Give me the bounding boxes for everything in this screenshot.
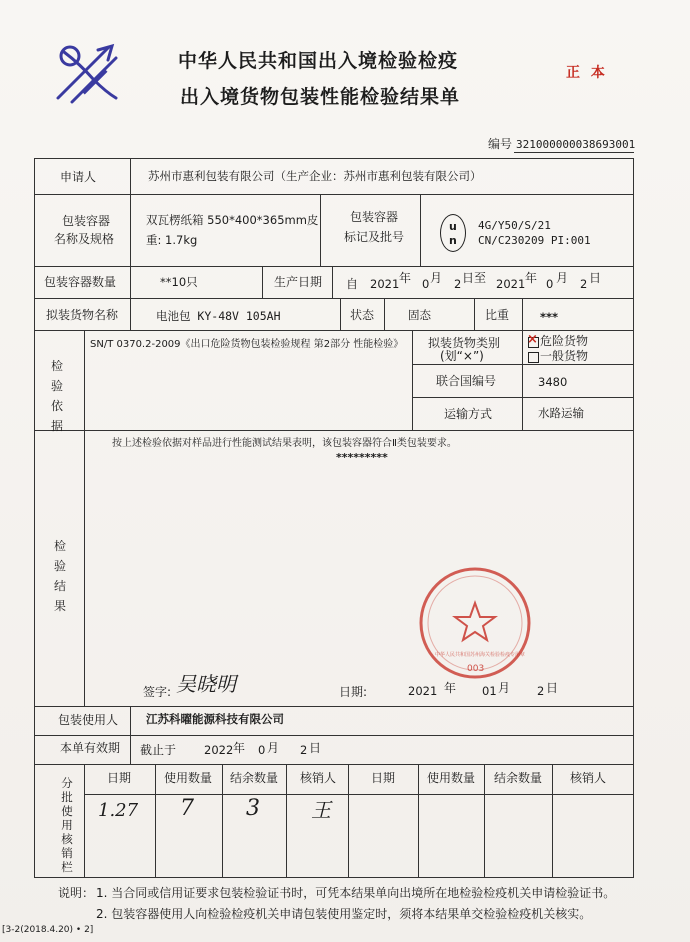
quantity-label: 包装容器数量	[44, 275, 117, 289]
title-line-1: 中华人民共和国出入境检验检疫	[178, 50, 459, 72]
quantity-value: **10只	[160, 275, 198, 289]
col-divider	[130, 158, 131, 330]
col-divider	[384, 298, 385, 330]
production-date-label: 生产日期	[274, 275, 323, 289]
serial-underline	[514, 152, 634, 153]
col-divider	[418, 764, 419, 878]
col-divider	[155, 764, 156, 878]
production-from-year: 2021	[370, 277, 400, 291]
signature-label: 签字:	[143, 685, 172, 699]
applicant-label: 申请人	[60, 170, 97, 184]
production-to-year-char: 年	[525, 271, 538, 285]
col-divider	[340, 298, 341, 330]
usage-row-remain: 3	[246, 796, 260, 821]
row-divider	[412, 397, 634, 398]
validity-year: 2022	[204, 743, 234, 757]
goods-label: 拟装货物名称	[46, 308, 119, 322]
stamp-text: 中华人民共和国苏州海关检验检疫专用章	[435, 652, 526, 658]
row-divider	[34, 764, 634, 765]
note-1: 1. 当合同或信用证要求包装检验证书时，可凭本结果单向出境所在地检验检疫机关申请检验证书。	[96, 886, 616, 900]
validity-day: 2	[300, 743, 308, 757]
usage-col-officer-1: 核销人	[300, 771, 337, 785]
category-option-dangerous: 危险货物	[540, 334, 589, 348]
note-label: 说明：	[58, 886, 95, 900]
validity-month: 0	[258, 743, 266, 757]
col-divider	[484, 764, 485, 878]
usage-col-officer-2: 核销人	[570, 771, 607, 785]
un-number-value: 3480	[538, 375, 568, 389]
production-from-year-char: 年	[399, 271, 412, 285]
usage-col-date-2: 日期	[371, 771, 396, 785]
production-from-month: 0	[422, 277, 430, 291]
un-mark-icon	[440, 214, 466, 252]
usage-col-used-1: 使用数量	[164, 771, 213, 785]
col-divider	[222, 764, 223, 878]
category-label-2: (划“×”)	[440, 349, 484, 363]
validity-day-char: 日	[309, 741, 322, 755]
container-mark-label-1: 包装容器	[350, 210, 399, 224]
result-date-year-char: 年	[444, 681, 457, 695]
production-to-day: 2	[580, 277, 588, 291]
un-mark-letter-bottom: n	[449, 234, 457, 247]
col-divider	[420, 194, 421, 266]
ciq-logo	[50, 42, 125, 104]
basis-label: 检 验 依 据	[50, 359, 63, 433]
row-divider	[34, 266, 634, 267]
result-date-label: 日期:	[339, 685, 368, 699]
col-divider	[286, 764, 287, 878]
state-label: 状态	[350, 308, 375, 322]
col-divider	[320, 194, 321, 266]
un-mark-letter-top: u	[449, 220, 457, 233]
row-divider	[412, 364, 634, 365]
gravity-label: 比重	[485, 308, 510, 322]
general-goods-checkbox[interactable]	[528, 352, 539, 363]
dangerous-goods-mark-icon: ×	[527, 332, 538, 347]
title-line-2: 出入境货物包装性能检验结果单	[180, 86, 461, 108]
production-from-day: 2	[454, 277, 462, 291]
usage-row-used: 7	[180, 796, 194, 821]
category-label-1: 拟装货物类别	[428, 336, 501, 350]
goods-value: 电池包 KY-48V 105AH	[156, 309, 281, 323]
validity-month-char: 月	[267, 741, 280, 755]
production-to-month-char: 月	[556, 271, 569, 285]
container-mark-code-1: 4G/Y50/S/21	[478, 219, 551, 232]
validity-label: 本单有效期	[60, 741, 121, 755]
row-divider	[34, 735, 634, 736]
col-divider	[84, 764, 85, 878]
serial-value: 321000000038693001	[516, 138, 636, 151]
production-to-day-char: 日	[589, 271, 602, 285]
ciq-emblem-icon	[50, 42, 125, 104]
production-to-month: 0	[546, 277, 554, 291]
transport-value: 水路运输	[538, 406, 584, 420]
production-from-month-char: 月	[430, 271, 443, 285]
col-divider	[130, 706, 131, 764]
col-divider	[84, 430, 85, 706]
category-option-general: 一般货物	[540, 349, 589, 363]
result-date-month-char: 月	[498, 681, 511, 695]
usage-col-date-1: 日期	[107, 771, 132, 785]
container-name-value-2: 重: 1.7kg	[146, 233, 198, 247]
row-divider	[34, 706, 634, 707]
container-name-label-1: 包装容器	[62, 214, 111, 228]
result-text: 按上述检验依据对样品进行性能测试结果表明，该包装容器符合Ⅱ类包装要求。	[112, 438, 457, 449]
usage-col-remain-2: 结余数量	[494, 771, 543, 785]
col-divider	[348, 764, 349, 878]
result-date-month: 01	[482, 684, 497, 698]
col-divider	[412, 330, 413, 430]
transport-label: 运输方式	[444, 407, 493, 421]
container-mark-code-2: CN/C230209 PI:001	[478, 234, 591, 247]
col-divider	[552, 764, 553, 878]
basis-standard: SN/T 0370.2-2009《出口危险货物包装检验规程 第2部分 性能检验》	[90, 339, 404, 350]
official-stamp	[417, 565, 533, 681]
usage-row-officer: 王	[311, 798, 331, 822]
package-user-value: 江苏科曜能源科技有限公司	[146, 712, 284, 726]
row-divider	[34, 298, 634, 299]
result-date-day: 2	[537, 684, 545, 698]
usage-row-date: 1.27	[98, 800, 139, 821]
result-date-year: 2021	[408, 684, 438, 698]
usage-col-remain-1: 结余数量	[230, 771, 279, 785]
row-divider	[34, 330, 634, 331]
container-name-label-2: 名称及规格	[54, 232, 115, 246]
production-to-char: 日至	[462, 271, 487, 285]
col-divider	[522, 298, 523, 430]
col-divider	[332, 266, 333, 298]
result-stars: *********	[336, 451, 388, 464]
applicant-value: 苏州市惠利包装有限公司（生产企业：苏州市惠利包装有限公司）	[148, 169, 482, 183]
result-date-day-char: 日	[546, 681, 559, 695]
package-user-label: 包装使用人	[58, 713, 119, 727]
original-mark: 正 本	[566, 65, 608, 81]
stamp-number: 003	[467, 664, 485, 674]
form-code: [3-2(2018.4.20) • 2]	[2, 925, 94, 935]
un-number-label: 联合国编号	[436, 374, 497, 388]
usage-col-used-2: 使用数量	[427, 771, 476, 785]
col-divider	[84, 330, 85, 430]
container-name-value-1: 双瓦楞纸箱 550*400*365mm皮	[146, 213, 319, 227]
validity-prefix: 截止于	[140, 743, 177, 757]
row-divider	[34, 430, 634, 431]
state-value: 固态	[408, 308, 431, 322]
production-from-prefix: 自	[346, 277, 359, 291]
gravity-value: ***	[540, 310, 559, 324]
validity-year-char: 年	[233, 741, 246, 755]
signature: 吴晓明	[176, 672, 236, 696]
serial-label: 编号	[488, 137, 513, 151]
production-to-year: 2021	[496, 277, 526, 291]
col-divider	[474, 298, 475, 330]
col-divider	[262, 266, 263, 298]
row-divider	[34, 194, 634, 195]
note-2: 2. 包装容器使用人向检验检疫机关申请包装使用鉴定时，须将本结果单交检验检疫机关核实。	[96, 907, 592, 921]
container-mark-label-2: 标记及批号	[344, 230, 405, 244]
result-label: 检 验 结 果	[53, 539, 66, 613]
usage-label: 分 批 使 用 核 销 栏	[61, 776, 73, 874]
